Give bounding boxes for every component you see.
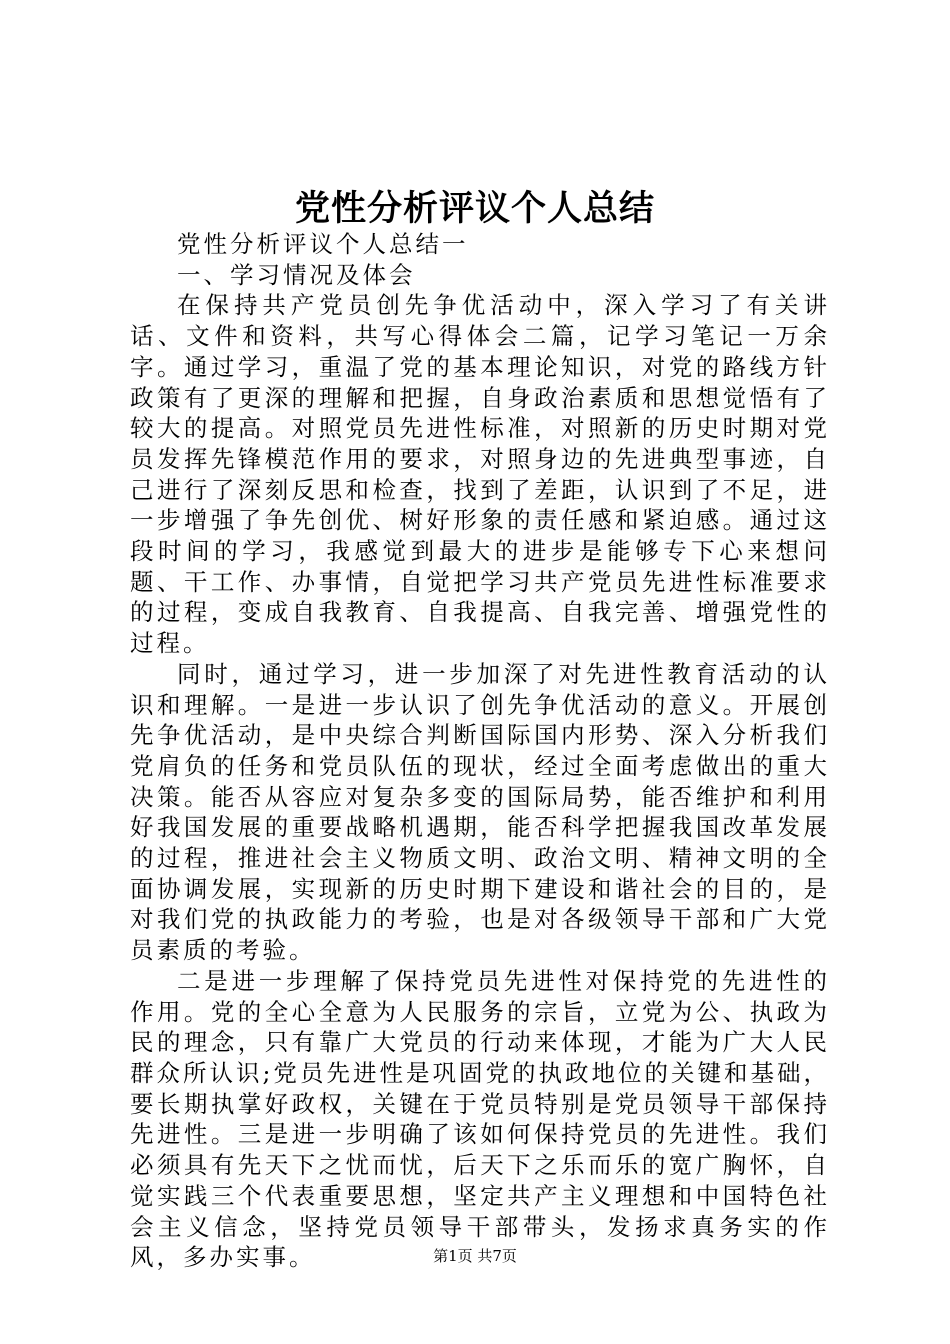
document-body <box>130 229 830 1273</box>
paragraph: 同时，通过学习，进一步加深了对先进性教育活动的认识和理解。一是进一步认识了创先争优活动的意义。开展创先争优活动，是中央综合判断国际国内形势、深入分析我们党肩负的任务和党员队伍的现状，经过全面考虑做出的重大决策。能否从容应对复杂多变的国际局势，能否维护和利用好我国发展的重要战略机遇期，能否科学把握我国改革发展的过程，推进社会主义物质文明、政治文明、精神文明的全面协调发展，实现新的历史时期下建设和谐社会的目的，是对我们党的执政能力的考验，也是对各级领导干部和广大党员素质的考验。 <box>130 659 830 965</box>
section-heading: 一、学习情况及体会 <box>177 260 416 289</box>
paragraph: 在保持共产党员创先争优活动中，深入学习了有关讲话、文件和资料，共写心得体会二篇，记学习笔记一万余字。通过学习，重温了党的基本理论知识，对党的路线方针政策有了更深的理解和把握，自身政治素质和思想觉悟有了较大的提高。对照党员先进性标准，对照新的历史时期对党员发挥先锋模范作用的要求，对照身边的先进典型事迹，自己进行了深刻反思和检查，找到了差距，认识到了不足，进一步增强了争先创优、树好形象的责任感和紧迫感。通过这段时间的学习，我感觉到最大的进步是能够专下心来想问题、干工作、办事情，自觉把学习共产党员先进性标准要求的过程，变成自我教育、自我提高、自我完善、增强党性的过程。 <box>130 291 830 658</box>
paragraph: 二是进一步理解了保持党员先进性对保持党的先进性的作用。党的全心全意为人民服务的宗旨，立党为公、执政为民的理念，只有靠广大党员的行动来体现，才能为广大人民群众所认识;党员先进性是巩固党的执政地位的关键和基础，要长期执掌好政权，关键在于党员特别是党员领导干部保持先进性。三是进一步明确了该如何保持党员的先进性。我们必须具有先天下之忧而忧，后天下之乐而乐的宽广胸怀，自觉实践三个代表重要思想，坚定共产主义理想和中国特色社会主义信念，坚持党员领导干部带头，发扬求真务实的作风，多办实事。 <box>130 966 830 1272</box>
document-title: 党性分析评议个人总结 <box>294 188 655 229</box>
page-footer: 第1页 共7页 <box>433 1247 517 1265</box>
subtitle: 党性分析评议个人总结一 <box>177 230 469 258</box>
